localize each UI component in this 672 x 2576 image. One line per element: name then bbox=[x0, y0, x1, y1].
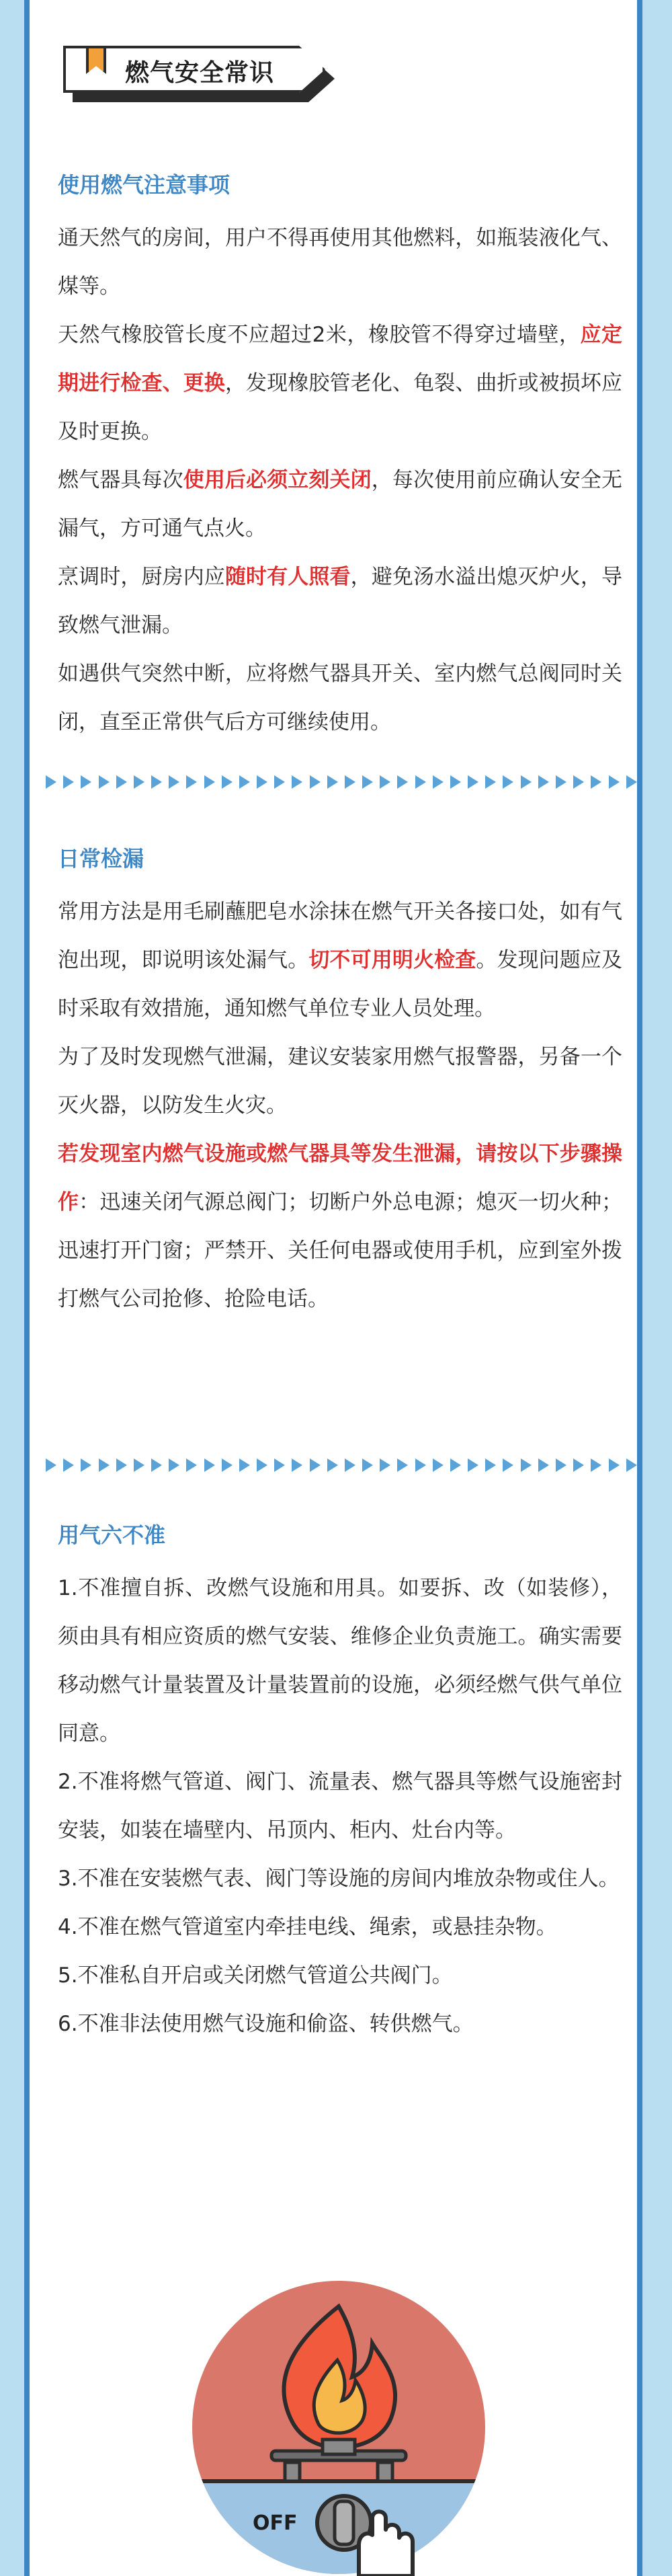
arrow-icon bbox=[46, 1458, 56, 1472]
arrow-icon bbox=[81, 1458, 91, 1472]
paragraph-text: 。发现问题应及时采取有效措施，通知燃气单位专业人员处理。 bbox=[58, 948, 623, 1021]
paragraph-text: 如遇供气突然中断，应将燃气器具开关、室内燃气总阀同时关闭，直至正常供气后方可继续使用。 bbox=[58, 662, 622, 734]
paragraph bbox=[58, 1130, 622, 1323]
header-banner bbox=[63, 46, 345, 104]
highlight-text: 应定期进行检查、更换 bbox=[58, 323, 622, 395]
arrow-icon bbox=[292, 775, 302, 789]
paragraph-text: ，每次使用前应确认安全无漏气，方可通气点火。 bbox=[58, 468, 623, 541]
paragraph-text: 为了及时发现燃气泄漏，建议安装家用燃气报警器，另备一个灭火器，以防发生火灾。 bbox=[58, 1045, 622, 1118]
arrow-icon bbox=[134, 1458, 144, 1472]
arrow-icon bbox=[415, 1458, 426, 1472]
highlight-text: 随时有人照看 bbox=[224, 565, 351, 589]
arrow-icon bbox=[521, 775, 532, 789]
highlight-text: 若发现室内燃气设施或燃气器具等发生泄漏，请按以下步骤操作 bbox=[58, 1142, 622, 1214]
arrow-icon bbox=[538, 775, 549, 789]
paragraph bbox=[58, 1855, 622, 1903]
arrow-icon bbox=[81, 775, 91, 789]
arrow-icon bbox=[99, 1458, 110, 1472]
paragraph bbox=[58, 214, 622, 311]
arrow-icon bbox=[503, 775, 513, 789]
arrow-icon bbox=[257, 1458, 267, 1472]
arrow-icon bbox=[239, 775, 250, 789]
paragraph bbox=[58, 1758, 622, 1855]
section-usage-notes bbox=[58, 168, 622, 746]
paragraph-text: 常用方法是用毛刷蘸肥皂水涂抹在燃气开关各接口处，如有气泡出现，即说明该处漏气。 bbox=[58, 900, 622, 972]
section-body bbox=[58, 888, 622, 1323]
paragraph-text: 6.不准非法使用燃气设施和偷盗、转供燃气。 bbox=[58, 2012, 474, 2036]
arrow-icon bbox=[292, 1458, 302, 1472]
arrow-icon bbox=[63, 1458, 74, 1472]
arrow-icon bbox=[415, 775, 426, 789]
arrow-icon bbox=[63, 775, 74, 789]
arrow-icon bbox=[521, 1458, 532, 1472]
arrow-icon bbox=[468, 1458, 478, 1472]
paragraph bbox=[58, 1903, 622, 1951]
arrow-icon bbox=[222, 775, 233, 789]
arrow-icon bbox=[380, 1458, 390, 1472]
paragraph-text: ，发现橡胶管老化、龟裂、曲折或被损坏应及时更换。 bbox=[58, 371, 623, 444]
arrow-icon bbox=[169, 1458, 179, 1472]
arrow-icon bbox=[609, 775, 620, 789]
highlight-text: 使用后必须立刻关闭 bbox=[183, 468, 372, 492]
arrow-icon bbox=[310, 775, 321, 789]
arrow-icon bbox=[573, 775, 584, 789]
section-leak-check bbox=[58, 842, 622, 1323]
arrow-icon bbox=[573, 1458, 584, 1472]
arrow-icon bbox=[345, 1458, 355, 1472]
arrow-icon bbox=[433, 1458, 444, 1472]
arrow-icon bbox=[485, 1458, 496, 1472]
highlight-text: 切不可用明火检查 bbox=[308, 948, 476, 972]
paragraph-text: 3.不准在安装燃气表、阀门等设施的房间内堆放杂物或住人。 bbox=[58, 1867, 620, 1891]
arrow-icon bbox=[204, 1458, 215, 1472]
arrow-icon bbox=[556, 1458, 566, 1472]
arrow-icon bbox=[134, 775, 144, 789]
paragraph bbox=[58, 1564, 622, 1758]
paragraph-text: 燃气器具每次 bbox=[58, 468, 183, 492]
section-body bbox=[58, 1564, 622, 2048]
section-title: 日常检漏 bbox=[58, 846, 144, 871]
arrow-icon bbox=[485, 775, 496, 789]
paragraph-text: 天然气橡胶管长度不应超过2米，橡胶管不得穿过墙壁， bbox=[58, 323, 581, 347]
page-title: 燃气安全常识 bbox=[125, 59, 275, 87]
arrow-icon bbox=[186, 1458, 197, 1472]
paragraph-text: ，避免汤水溢出熄灭炉火，导致燃气泄漏。 bbox=[58, 565, 623, 637]
arrow-icon bbox=[274, 1458, 285, 1472]
arrow-icon bbox=[274, 775, 285, 789]
paragraph-text: ：迅速关闭气源总阀门；切断户外总电源；熄灭一切火种；迅速打开门窗；严禁开、关任何电器或使用手机，应到室外拨打燃气公司抢修、抢险电话。 bbox=[58, 1190, 623, 1311]
section-six-rules bbox=[58, 1518, 622, 2048]
arrow-icon bbox=[433, 775, 444, 789]
arrow-icon bbox=[169, 775, 179, 789]
paragraph-text: 2.不准将燃气管道、阀门、流量表、燃气器具等燃气设施密封安装，如装在墙壁内、吊顶内、柜内、灶台内等。 bbox=[58, 1770, 622, 1842]
arrow-icon bbox=[327, 1458, 338, 1472]
arrow-icon bbox=[327, 775, 338, 789]
arrow-icon bbox=[257, 775, 267, 789]
arrow-icon bbox=[362, 1458, 373, 1472]
arrow-icon bbox=[450, 1458, 461, 1472]
arrow-icon bbox=[538, 1458, 549, 1472]
arrow-icon bbox=[609, 1458, 620, 1472]
paragraph-text: 4.不准在燃气管道室内牵挂电线、绳索，或悬挂杂物。 bbox=[58, 1915, 557, 1939]
valve-off-label: OFF bbox=[253, 2511, 298, 2535]
arrow-icon bbox=[310, 1458, 321, 1472]
paragraph bbox=[58, 1033, 622, 1130]
arrow-divider bbox=[46, 1458, 637, 1473]
arrow-icon bbox=[591, 775, 601, 789]
section-title: 使用燃气注意事项 bbox=[58, 172, 230, 198]
arrow-icon bbox=[591, 1458, 601, 1472]
arrow-icon bbox=[99, 775, 110, 789]
paragraph bbox=[58, 1951, 622, 2000]
arrow-icon bbox=[397, 1458, 408, 1472]
arrow-icon bbox=[345, 775, 355, 789]
gas-valve-illustration bbox=[191, 2279, 487, 2576]
paragraph-text: 5.不准私自开启或关闭燃气管道公共阀门。 bbox=[58, 1963, 453, 1988]
arrow-icon bbox=[46, 775, 56, 789]
arrow-icon bbox=[151, 775, 162, 789]
arrow-icon bbox=[116, 775, 127, 789]
arrow-icon bbox=[362, 775, 373, 789]
paragraph bbox=[58, 456, 622, 553]
arrow-icon bbox=[116, 1458, 127, 1472]
arrow-icon bbox=[380, 775, 390, 789]
section-body bbox=[58, 214, 622, 746]
arrow-divider bbox=[46, 775, 637, 789]
section-title: 用气六不准 bbox=[58, 1522, 166, 1548]
paragraph-text: 通天然气的房间，用户不得再使用其他燃料，如瓶装液化气、煤等。 bbox=[58, 226, 622, 299]
paragraph bbox=[58, 888, 622, 1033]
arrow-icon bbox=[222, 1458, 233, 1472]
arrow-icon bbox=[503, 1458, 513, 1472]
arrow-icon bbox=[239, 1458, 250, 1472]
arrow-icon bbox=[450, 775, 461, 789]
arrow-icon bbox=[556, 775, 566, 789]
arrow-icon bbox=[204, 775, 215, 789]
paragraph bbox=[58, 553, 622, 650]
arrow-icon bbox=[626, 775, 637, 789]
paragraph-text: 1.不准擅自拆、改燃气设施和用具。如要拆、改（如装修），须由具有相应资质的燃气安装、维修企业负责施工。确实需要移动燃气计量装置及计量装置前的设施，必须经燃气供气单位同意。 bbox=[58, 1576, 622, 1746]
arrow-icon bbox=[151, 1458, 162, 1472]
arrow-icon bbox=[397, 775, 408, 789]
paragraph bbox=[58, 2000, 622, 2048]
arrow-icon bbox=[468, 775, 478, 789]
paragraph-text: 烹调时，厨房内应 bbox=[58, 565, 225, 589]
arrow-icon bbox=[626, 1458, 637, 1472]
arrow-icon bbox=[186, 775, 197, 789]
paragraph bbox=[58, 311, 622, 456]
paragraph bbox=[58, 650, 622, 746]
